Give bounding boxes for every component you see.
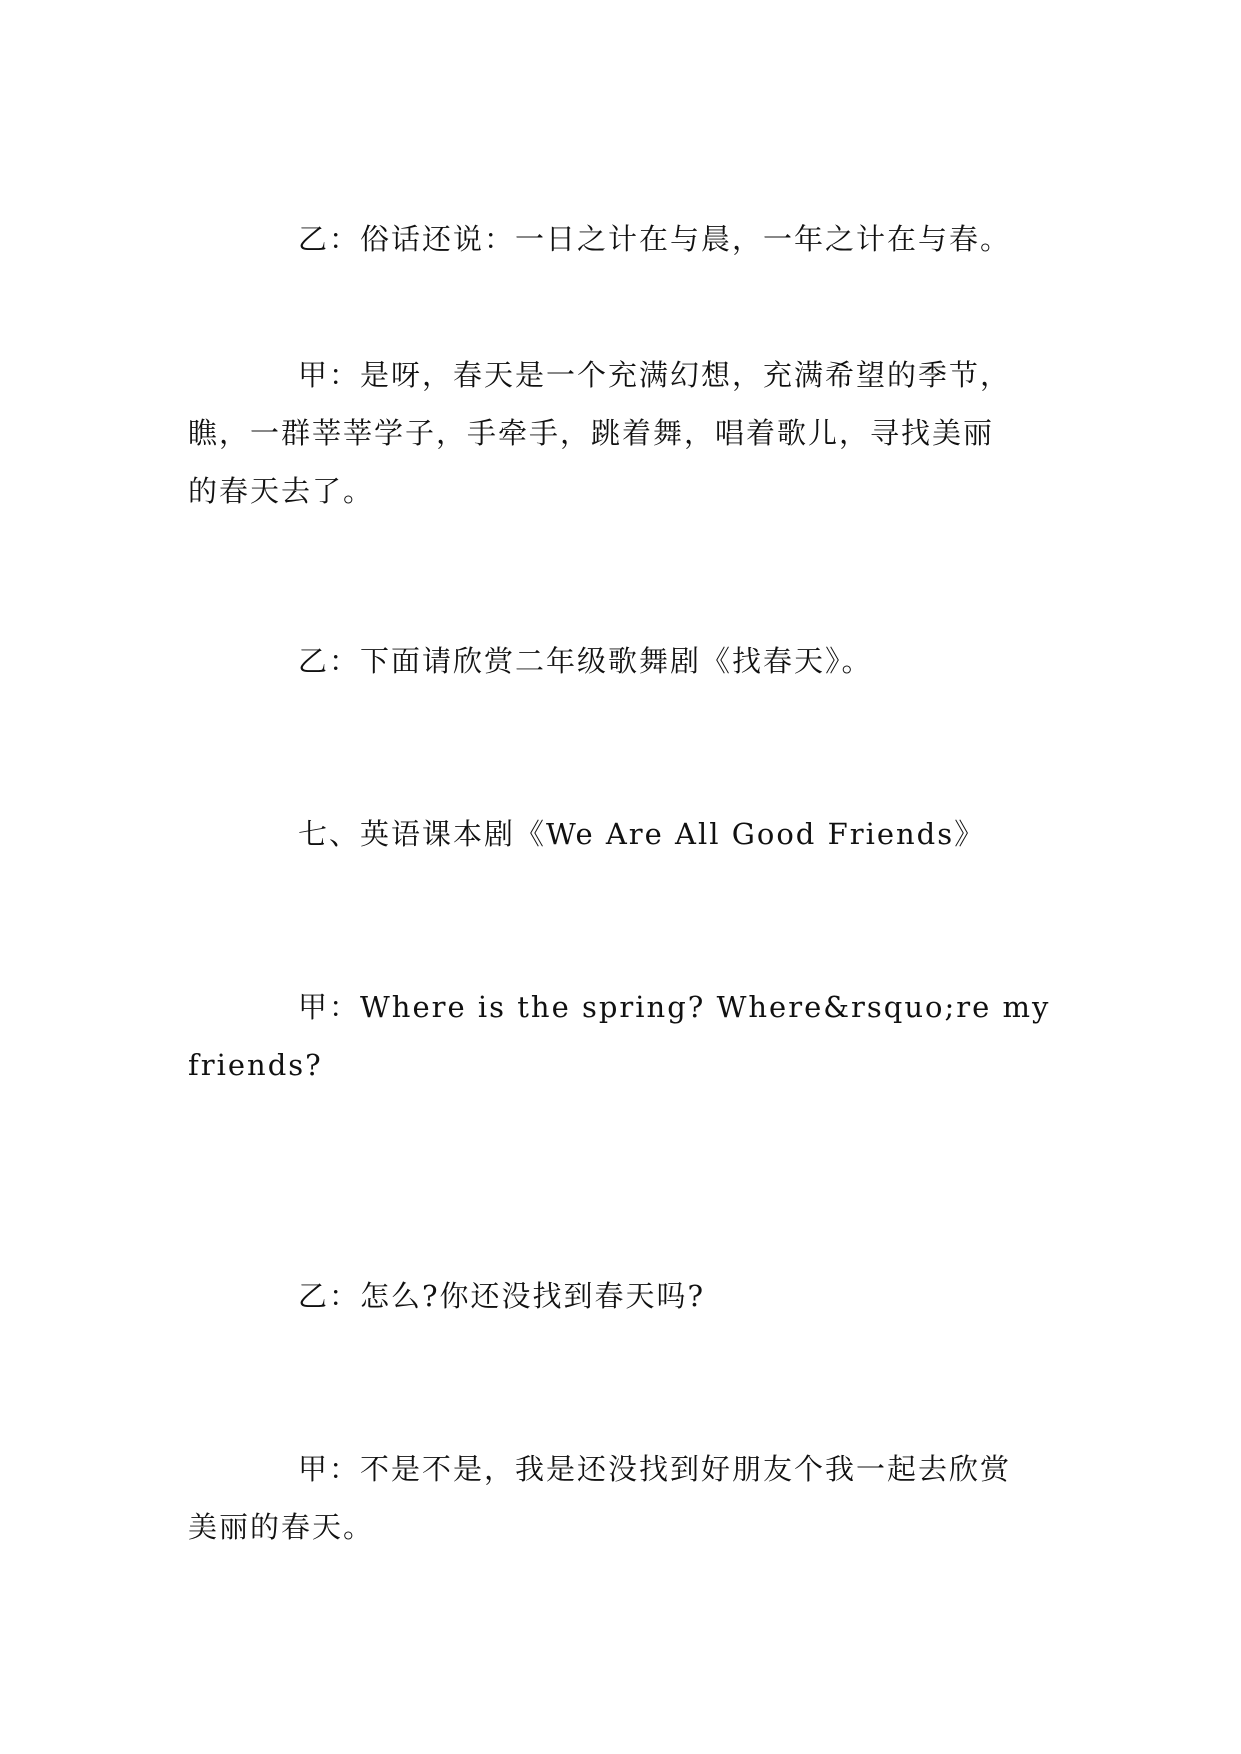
paragraph-line: 乙：俗话还说：一日之计在与晨，一年之计在与春。 [298, 222, 1012, 256]
paragraph-line: 乙：下面请欣赏二年级歌舞剧《找春天》。 [298, 644, 873, 678]
section-heading [188, 805, 1048, 863]
paragraph-7 [188, 1440, 1048, 1556]
paragraph-line: 甲：不是不是，我是还没找到好朋友个我一起去欣赏 [298, 1452, 1012, 1486]
paragraph-6 [188, 1267, 1048, 1325]
paragraph-1 [188, 210, 1048, 268]
paragraph-2 [188, 346, 1048, 520]
paragraph-3 [188, 632, 1048, 690]
paragraph-line: 瞧，一群莘莘学子，手牵手，跳着舞，唱着歌儿，寻找美丽 [188, 416, 995, 450]
paragraph-line: 甲：Where is the spring? Where&rsquo;re my [298, 990, 1051, 1024]
paragraph-line: 乙：怎么?你还没找到春天吗? [298, 1279, 706, 1313]
paragraph-line: 的春天去了。 [188, 474, 375, 508]
paragraph-line: 甲：是呀，春天是一个充满幻想，充满希望的季节， [298, 358, 1012, 392]
paragraph-line: 美丽的春天。 [188, 1510, 375, 1544]
paragraph-line: friends? [188, 1048, 323, 1082]
paragraph-5 [188, 978, 1051, 1094]
paragraph-line: 七、英语课本剧《We Are All Good Friends》 [298, 817, 986, 851]
